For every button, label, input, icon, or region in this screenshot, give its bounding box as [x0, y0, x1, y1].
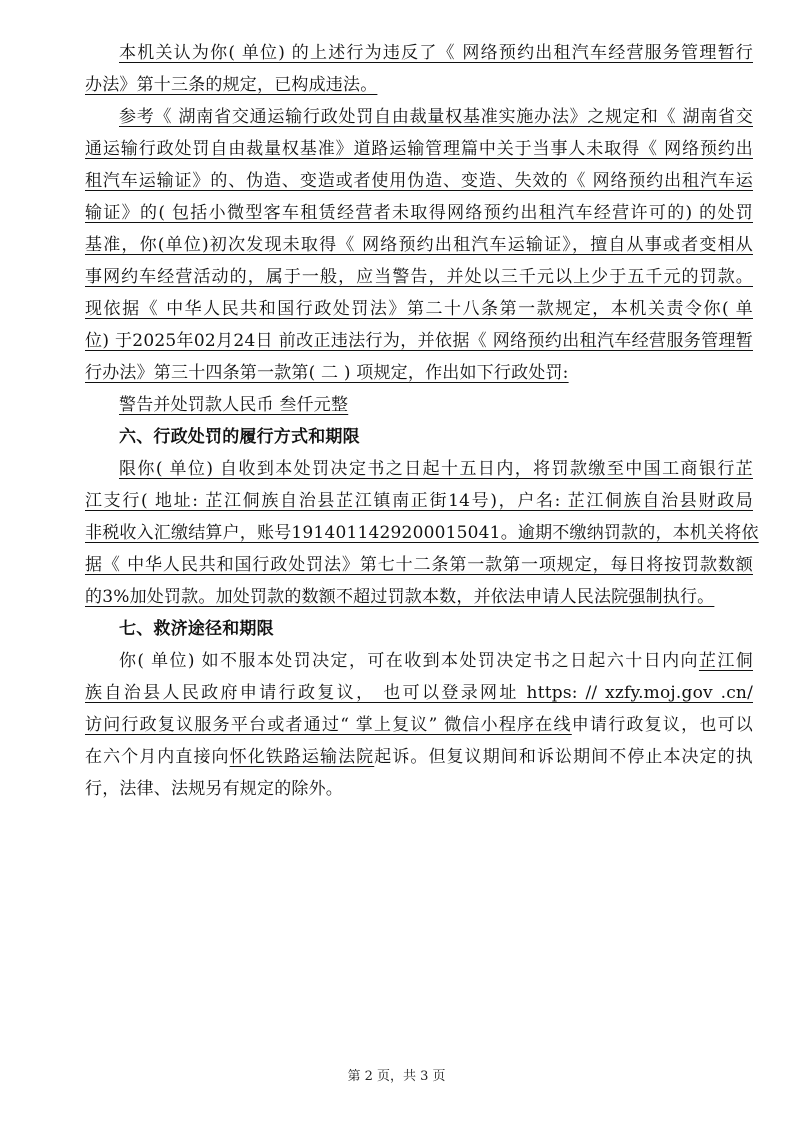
s7-line-4-plain-a: 在六个月内直接向: [85, 747, 230, 767]
p2-line-8: [85, 325, 753, 357]
s7-line-1: [85, 645, 753, 677]
p2-line-9-text: 行办法》第三十四条第一款第( 二 ) 项规定，作出如下行政处罚:: [85, 363, 569, 383]
p1-line-2-text: 办法》第十三条的规定，已构成违法。: [85, 75, 378, 95]
s7-line-1-plain: 你( 单位) 如不服本处罚决定，可在收到本处罚决定书之日起六十日内向: [119, 651, 699, 671]
s7-line-2-underlined: 族自治县人民政府申请行政复议， 也可以登录网址 https: // xzfy.moj.gov .cn/: [85, 683, 753, 703]
p1-line-2: [85, 69, 753, 101]
p2-line-7: [85, 293, 753, 325]
court-name: 怀化铁路运输法院: [229, 747, 375, 767]
page-number: 第 2 页，共 3 页: [347, 1069, 446, 1084]
s6-line-4-text: 据《 中华人民共和国行政处罚法》第七十二条第一款第一项规定，每日将按罚款数额: [85, 555, 753, 575]
s7-line-3-plain: 申请行政复议，也可以: [571, 715, 753, 735]
p2-line-6-text: 事网约车经营活动的，属于一般，应当警告，并处以三千元以上少于五千元的罚款。: [85, 267, 753, 287]
document-body: [85, 37, 759, 805]
s6-line-5-text: 的3%加处罚款。加处罚款的数额不超过罚款本数，并依法申请人民法院强制执行。: [85, 587, 715, 607]
p2-line-7-text: 现依据《 中华人民共和国行政处罚法》第二十八条第一款规定，本机关责令你( 单: [85, 299, 753, 319]
s6-line-3: [85, 517, 759, 549]
penalty-text: 警告并处罚款人民币 叁仟元整: [119, 395, 349, 415]
p2-line-2: [85, 133, 753, 165]
p2-line-9: [85, 357, 753, 389]
p2-line-1-text: 参考《 湖南省交通运输行政处罚自由裁量权基准实施办法》之规定和《 湖南省交: [119, 107, 753, 127]
p2-line-1: [85, 101, 753, 133]
s7-line-4-plain-b: 起诉。但复议期间和诉讼期间不停止本决定的执: [374, 747, 753, 767]
s7-line-5: 行，法律、法规另有规定的除外。: [85, 779, 343, 799]
p2-line-5: [85, 229, 753, 261]
section6-heading: 六、行政处罚的履行方式和期限: [119, 427, 360, 447]
s7-line-3: [85, 709, 753, 741]
p1-line-1-text: 本机关认为你( 单位) 的上述行为违反了《 网络预约出租汽车经营服务管理暂行: [119, 43, 753, 63]
s6-line-4: [85, 549, 753, 581]
s6-line-1: [85, 453, 753, 485]
p2-line-6: [85, 261, 753, 293]
s6-line-2: [85, 485, 753, 517]
section7-heading: 七、救济途径和期限: [119, 619, 274, 639]
p2-line-8-text: 位) 于2025年02月24日 前改正违法行为，并依据《 网络预约出租汽车经营服务管理暂: [85, 331, 753, 351]
p2-line-4: [85, 197, 753, 229]
p2-line-2-text: 通运输行政处罚自由裁量权基准》道路运输管理篇中关于当事人未取得《 网络预约出: [85, 139, 753, 159]
s6-line-3-text: 非税收入汇缴结算户，账号1914011429200015041。逾期不缴纳罚款的，本机关将依: [85, 523, 759, 543]
penalty-line: [85, 389, 753, 421]
s6-line-1-text: 限你( 单位) 自收到本处罚决定书之日起十五日内，将罚款缴至中国工商银行芷: [119, 459, 753, 479]
p2-line-5-text: 基准，你(单位)初次发现未取得《 网络预约出租汽车运输证》，擅自从事或者变相从: [85, 235, 753, 255]
s7-line-1-underlined: 芷江侗: [698, 651, 753, 671]
p2-line-3-text: 租汽车运输证》的、伪造、变造或者使用伪造、变造、失效的《 网络预约出租汽车运: [85, 171, 753, 191]
s7-line-2: [85, 677, 753, 709]
p2-line-4-text: 输证》的( 包括小微型客车租赁经营者未取得网络预约出租汽车经营许可的) 的处罚: [85, 203, 753, 223]
p2-line-3: [85, 165, 753, 197]
s7-line-4: [85, 741, 753, 773]
s6-line-5: [85, 581, 753, 613]
s6-line-2-text: 江支行( 地址: 芷江侗族自治县芷江镇南正街14号)，户名: 芷江侗族自治县财政局: [85, 491, 753, 511]
s7-line-3-underlined: 访问行政复议服务平台或者通过“ 掌上复议” 微信小程序在线: [85, 715, 572, 735]
p1-line-1: [85, 37, 753, 69]
